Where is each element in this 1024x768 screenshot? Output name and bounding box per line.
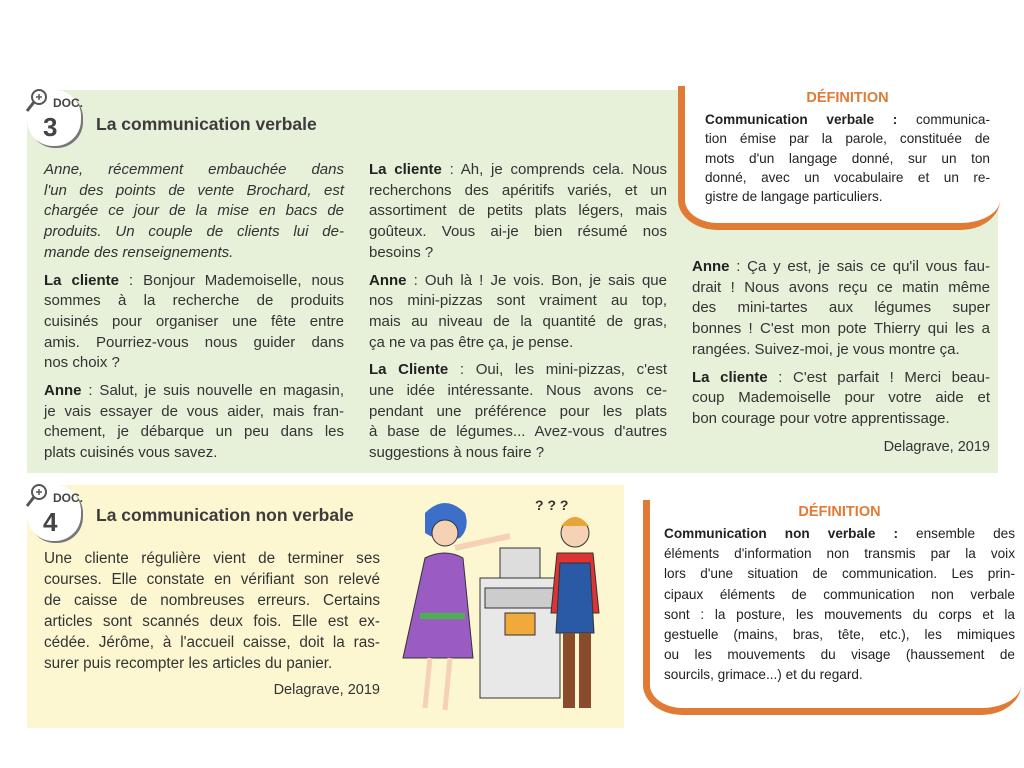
text-line: besoins ? <box>369 243 434 261</box>
text-line: mais au niveau de la quantité de gras, <box>369 312 667 330</box>
text-line: cipaux éléments de communication non verbale <box>664 586 1015 602</box>
text-line <box>369 360 667 381</box>
text-line: à base de légumes... Avez-vous d'autres <box>369 423 667 441</box>
dialogue-paragraph <box>44 381 344 464</box>
doc3-column-1 <box>44 160 344 471</box>
definition-term: Communication verbale : <box>705 112 898 127</box>
text-line: sourcils, grimace...) et du regard. <box>664 667 863 683</box>
text-line: goûteux. Vous ai-je bien résumé nos <box>369 223 667 241</box>
text-line: gestuelle (mains, bras, tête, etc.), les mimiques <box>664 627 1015 643</box>
text-line <box>44 381 344 402</box>
doc-number: 4 <box>43 507 58 537</box>
text-line <box>705 110 990 129</box>
dialogue-text: : C'est parfait ! Merci beau- <box>767 368 990 386</box>
speaker-name: La cliente <box>369 161 442 178</box>
dialogue-text: : Bonjour Mademoiselle, nous <box>119 271 344 289</box>
doc-label: DOC. <box>53 96 83 110</box>
text-line: donné, avec un vocabulaire et un re- <box>705 169 990 185</box>
speaker-name: La Cliente <box>369 361 449 379</box>
text-line <box>692 368 990 389</box>
text-line <box>44 271 344 292</box>
definition-nonverbal-box <box>643 500 1021 715</box>
text-line: bon courage pour votre apprentissage. <box>692 409 950 427</box>
doc-label: DOC. <box>53 491 83 505</box>
doc3-source: Delagrave, 2019 <box>883 438 990 455</box>
text-line: une idée intéressante. Nous avons ce- <box>369 382 667 400</box>
text-line: ça ne va pas être ça, je pense. <box>369 333 574 351</box>
speaker-name: Anne <box>44 382 82 400</box>
doc3-badge <box>27 90 81 146</box>
text-line: bonnes ! C'est mon pote Thierry qui les a <box>692 320 990 338</box>
text-line: sont : la posture, les mouvements du corps et la <box>664 606 1015 622</box>
definition-verbal-box <box>678 86 1000 230</box>
dialogue-paragraph <box>44 271 344 375</box>
doc3-title: La communication verbale <box>96 114 317 134</box>
definition-title: DÉFINITION <box>806 90 889 106</box>
dialogue-text: : Salut, je suis nouvelle en magasin, <box>81 382 344 400</box>
text-line: plats cuisinés vous savez. <box>44 444 218 462</box>
text-line: de caisse de nombreuses erreurs. Certains <box>44 592 380 609</box>
text-line: je vais essayer de vous aider, mais fran- <box>44 402 344 420</box>
dialogue-text: : Ça y est, je sais ce qu'il vous fau- <box>729 258 990 275</box>
definition-term: Communication non verbale : <box>664 526 898 541</box>
definition-text <box>705 110 990 206</box>
doc4-badge <box>27 485 81 541</box>
text-line: éléments d'information non transmis par la voix <box>664 546 1015 562</box>
question-marks: ? ? ? <box>535 497 569 513</box>
text-line: sommes à la recherche de produits <box>44 292 344 310</box>
speaker-name: La cliente <box>44 271 119 289</box>
dialogue-text: : Ouh là ! Je vois. Bon, je sais que <box>406 271 667 289</box>
text-line: assortiment de petits plats légers, mais <box>369 202 667 220</box>
text-line: cuisinés pour organiser une fête entre <box>44 312 344 330</box>
text-line: mande des renseignements. <box>44 243 234 261</box>
dialogue-text: : Ah, je comprends cela. Nous <box>441 161 668 178</box>
text-line <box>664 524 1015 544</box>
text-line <box>369 160 667 181</box>
speaker-name: Anne <box>692 258 730 275</box>
text-line: nos choix ? <box>44 354 120 372</box>
definition-text <box>664 524 1015 686</box>
doc3-column-2 <box>369 160 667 471</box>
text-line: des mini-tartes aux légumes super <box>692 299 990 317</box>
text-line: cédée. Jérôme, à l'accueil caisse, doit la ras- <box>44 634 380 651</box>
speaker-name: Anne <box>369 271 407 289</box>
text-line: lors d'une situation de communication. Les prin- <box>664 566 1015 582</box>
doc4-source: Delagrave, 2019 <box>273 682 380 698</box>
speaker-name: La cliente <box>692 368 768 386</box>
text-line: chargée ce jour de la mise en bacs de <box>44 202 344 220</box>
definition-body: communica- <box>897 112 990 127</box>
doc4-title: La communication non verbale <box>96 505 354 525</box>
text-line: amis. Pourriez-vous nous guider dans <box>44 333 344 351</box>
text-line: drait ! Nous avons reçu ce matin même <box>692 278 990 296</box>
checkout-illustration <box>385 488 621 716</box>
text-line: chement, je débarque un peu dans les <box>44 423 344 441</box>
dialogue-text: : Oui, les mini-pizzas, c'est <box>448 361 668 379</box>
doc3-column-3 <box>692 257 990 457</box>
text-line: Une cliente régulière vient de terminer ses <box>44 550 380 567</box>
text-line: recherchons des apéritifs variés, et un <box>369 181 667 199</box>
dialogue-paragraph <box>692 368 990 430</box>
text-line <box>692 257 990 278</box>
text-line: l'un des points de vente Brochard, est <box>44 181 344 199</box>
text-line: suggestions à nous faire ? <box>369 444 545 462</box>
text-line: Anne, récemment embauchée dans <box>44 161 344 178</box>
dialogue-paragraph <box>692 257 990 361</box>
text-line: nos mini-pizzas sont vraiment au top, <box>369 292 667 310</box>
text-line: pendant une préférence pour les plats <box>369 402 667 420</box>
text-line: ou les mouvements du visage (haussement de <box>664 647 1015 663</box>
doc-number: 3 <box>43 112 58 142</box>
text-line: produits. Un couple de clients lui de- <box>44 223 344 241</box>
text-line: tion émise par la parole, constituée de <box>705 131 990 147</box>
definition-title: DÉFINITION <box>798 504 881 520</box>
text-line: surer puis recompter les articles du panier. <box>44 655 333 672</box>
dialogue-paragraph <box>369 160 667 264</box>
text-line: courses. Elle constate en vérifiant son relevé <box>44 571 380 588</box>
dialogue-paragraph <box>369 271 667 354</box>
definition-body: ensemble des <box>897 526 1015 541</box>
text-line: mots d'un langage donné, sur un ton <box>705 150 990 166</box>
text-line: articles sont scannés deux fois. Elle est ex- <box>44 613 380 630</box>
doc4-text <box>44 548 380 701</box>
text-line: gistre de langage particuliers. <box>705 189 883 205</box>
dialogue-paragraph <box>369 360 667 464</box>
text-line: coup Mademoiselle pour votre aide et <box>692 389 990 407</box>
text-line: rangées. Suivez-moi, je vous montre ça. <box>692 340 960 358</box>
doc3-intro <box>44 160 344 264</box>
text-line <box>369 271 667 292</box>
